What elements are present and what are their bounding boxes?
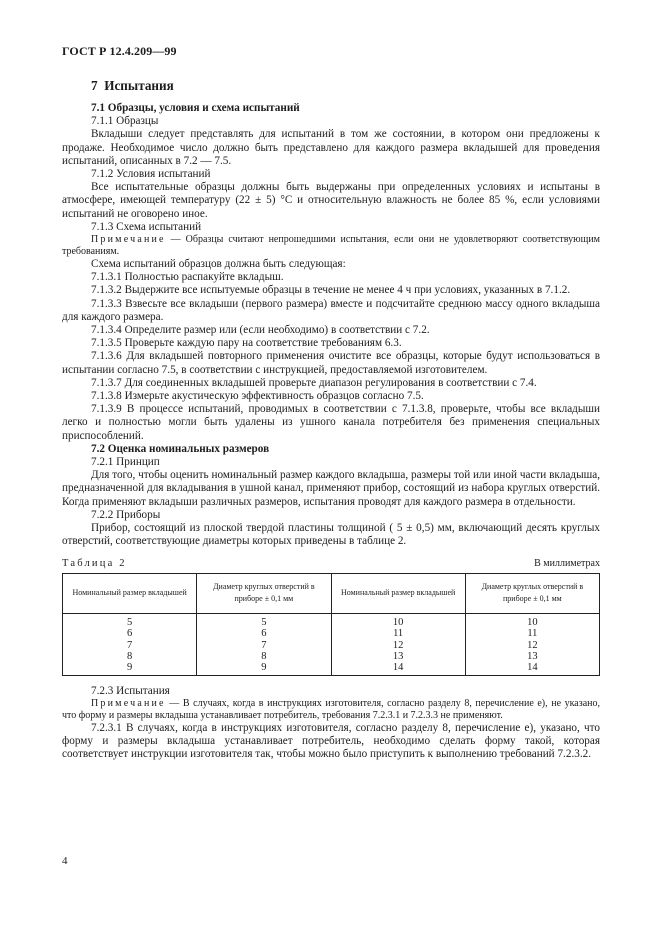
column-header: Номинальный размер вкладышей: [331, 573, 465, 613]
table-row: [63, 662, 600, 675]
step-item: 7.1.3.7 Для соединенных вкладышей проверьте диапазон регулирования в соответствии с 7.4.: [91, 376, 537, 389]
step-item: 7.1.3.6 Для вкладышей повторного применения очистите все образцы, которые будут использоваться в испытании согласно 7.5, в соответствии с инструкцией, предоставляемой изготовителем.: [62, 350, 600, 376]
column-header: Диаметр круглых отверстий в приборе ± 0,1 мм: [465, 573, 599, 613]
paragraph-7-1-2: Все испытательные образцы должны быть выдержаны при определенных условиях и испытаны в атмосфере, имеющей температуру (22 ± 5) °С и относительную влажность не более 85 %, если условиями испытаний не оговорено иное.: [62, 181, 600, 220]
document-body: [62, 78, 600, 762]
table-cell: 14: [465, 662, 599, 675]
table-cell: 11: [465, 628, 599, 639]
note-label: Примечание: [91, 234, 166, 246]
table-cell: 9: [197, 662, 331, 675]
table-cell: 5: [63, 613, 197, 628]
page-number: 4: [62, 855, 68, 867]
heading-7-2-1: 7.2.1 Принцип: [91, 456, 160, 469]
note-label: Примечание: [91, 697, 166, 709]
table-cell: 11: [331, 628, 465, 639]
table-cell: 8: [63, 651, 197, 662]
paragraph-7-2-2: Прибор, состоящий из плоской твердой пластины толщиной ( 5 ± 0,5) мм, включающий десять круглых отверстий, соответствующие диаметры которых приведены в таблице 2.: [62, 522, 600, 548]
note-text: — В случаях, когда в инструкциях изготовителя, согласно разделу 8, перечисление е), не указано, что форму и размеры вкладыша устанавливает потребитель, требования 7.2.3.1 и 7.2.3.3 не применяют.: [62, 697, 600, 721]
step-item: 7.1.3.9 В процессе испытаний, проводимых в соответствии с 7.1.3.8, проверьте, чтобы все вкладыши легко и полностью могли быть удалены из ушного канала потребителя без применения специальных приспособлений.: [62, 403, 600, 442]
steps-list: [62, 271, 600, 443]
subsection-7-2-title: 7.2 Оценка номинальных размеров: [91, 442, 270, 455]
section-number: 7: [91, 78, 98, 93]
table-cell: 5: [197, 613, 331, 628]
table-cell: 10: [331, 613, 465, 628]
paragraph-7-1-1: Вкладыши следует представлять для испытаний в том же состоянии, в котором они предложены к продаже. Необходимое число должно быть представлено для каждого размера вкладышей для проведения испытаний, описанных в 7.2 — 7.5.: [62, 128, 600, 167]
column-header: Номинальный размер вкладышей: [63, 573, 197, 613]
table-cell: 12: [331, 640, 465, 651]
step-item: 7.1.3.2 Выдержите все испытуемые образцы в течение не менее 4 ч при условиях, указанных в 7.1.2.: [91, 284, 571, 297]
table-cell: 13: [465, 651, 599, 662]
heading-7-1-1: 7.1.1 Образцы: [91, 115, 159, 128]
table-cell: 6: [63, 628, 197, 639]
table-caption-row: [62, 557, 600, 570]
step-item: 7.1.3.8 Измерьте акустическую эффективность образцов согласно 7.5.: [91, 390, 424, 403]
step-item: 7.1.3.1 Полностью распакуйте вкладыш.: [91, 271, 284, 284]
step-item: 7.1.3.4 Определите размер или (если необходимо) в соответствии с 7.2.: [91, 324, 430, 337]
step-item: 7.1.3.5 Проверьте каждую пару на соответствие требованиям 6.3.: [91, 337, 402, 350]
paragraph-7-2-1: Для того, чтобы оценить номинальный размер каждого вкладыша, размеры той или иной части вкладыша, предназначенной для вкладывания в ушной канал, применяют прибор, состоящий из набора круглых отверстий. Когда применяют вкладыши различных размеров, испытания проводят для каждого размера в отдельности.: [62, 469, 600, 508]
note-7-1-3: [62, 234, 600, 258]
heading-7-1-2: 7.1.2 Условия испытаний: [91, 168, 211, 181]
note-7-2-3: [62, 698, 600, 722]
table-row: [63, 640, 600, 651]
table-cell: 7: [197, 640, 331, 651]
heading-7-2-3: 7.2.3 Испытания: [91, 684, 170, 697]
table-cell: 6: [197, 628, 331, 639]
table-cell: 14: [331, 662, 465, 675]
step-item: 7.1.3.3 Взвесьте все вкладыши (первого размера) вместе и подсчитайте среднюю массу одного вкладыша для каждого размера.: [62, 297, 600, 323]
column-header: Диаметр круглых отверстий в приборе ± 0,1 мм: [197, 573, 331, 613]
table-cell: 13: [331, 651, 465, 662]
diameter-table: [62, 573, 600, 676]
scheme-intro: Схема испытаний образцов должна быть следующая:: [91, 258, 346, 271]
table-cell: 8: [197, 651, 331, 662]
table-cell: 10: [465, 613, 599, 628]
table-cell: 12: [465, 640, 599, 651]
document-header: ГОСТ Р 12.4.209—99: [62, 44, 177, 58]
table-cell: 9: [63, 662, 197, 675]
note-text: — Образцы считают непрошедшими испытания, если они не удовлетворяют соответствующим требованиям.: [62, 234, 600, 258]
paragraph-7-2-3-1: 7.2.3.1 В случаях, когда в инструкциях изготовителя, согласно разделу 8, перечисление е), указано, что форму и размеры вкладыша устанавливает потребитель, необходимо сделать форму такой, которая соответствует инструкции изготовителя так, чтобы можно было приступить к выполнению требований 7.2.3.2.: [62, 721, 600, 761]
table-caption: Таблица 2: [62, 557, 127, 569]
section-title: Испытания: [104, 78, 174, 93]
table-cell: 7: [63, 640, 197, 651]
subsection-7-1-title: 7.1 Образцы, условия и схема испытаний: [91, 102, 300, 114]
section-heading: [91, 78, 600, 94]
heading-7-2-2: 7.2.2 Приборы: [91, 508, 161, 521]
table-row: [63, 613, 600, 628]
table-unit: В миллиметрах: [534, 557, 600, 569]
table-row: [63, 651, 600, 662]
table-row: [63, 628, 600, 639]
table-header-row: [63, 573, 600, 613]
heading-7-1-3: 7.1.3 Схема испытаний: [91, 220, 202, 233]
